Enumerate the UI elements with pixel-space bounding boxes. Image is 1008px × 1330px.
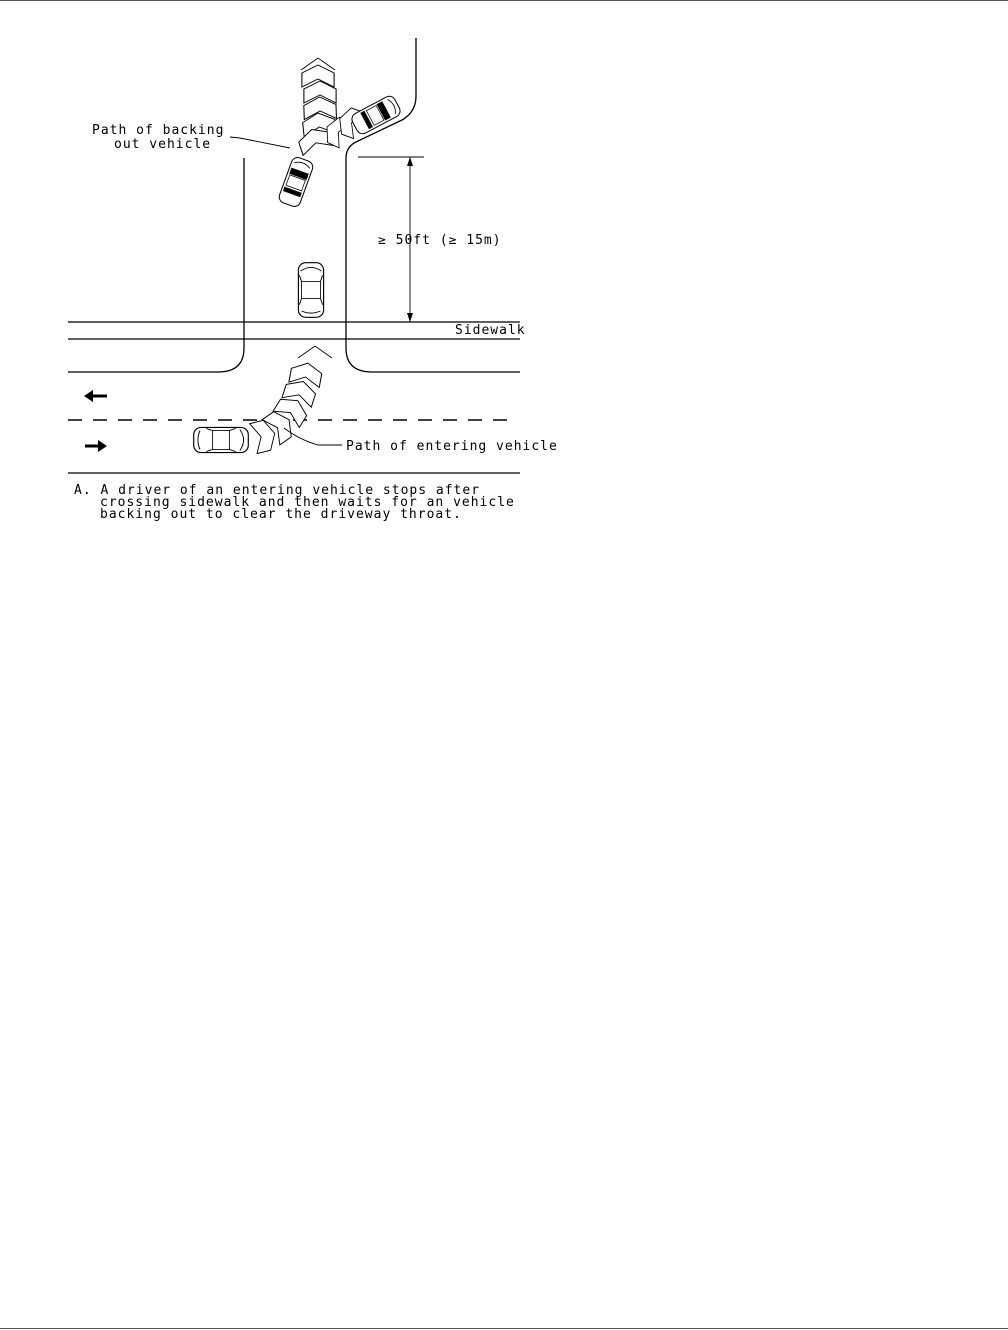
curb-left [68,339,244,372]
eastbound-arrow-icon [85,440,107,452]
entering-path-leader [284,428,342,445]
backing-path-label-line1: Path of backing [92,123,225,138]
entering-path [250,346,332,454]
entering-path-label: Path of entering vehicle [346,439,558,454]
backing-path-leader [230,137,290,148]
curb-right [346,339,520,372]
waiting-vehicle [298,263,323,318]
backing-out-path [296,58,363,155]
backing-path-label-line2: out vehicle [114,137,212,152]
parking-lot-edge [346,38,416,158]
caption-line-3: backing out to clear the driveway throat. [100,507,462,522]
caption-line-1: A. A driver of an entering vehicle stops after [74,483,481,498]
entering-vehicle [194,427,249,452]
westbound-arrow-icon [84,390,107,402]
caption-line-2: crossing sidewalk and then waits for an vehicle [100,495,515,510]
backing-out-vehicle [277,156,314,209]
sidewalk-label: Sidewalk [455,323,526,338]
parked-vehicle [350,94,403,136]
distance-label: ≥ 50ft (≥ 15m) [378,233,502,248]
